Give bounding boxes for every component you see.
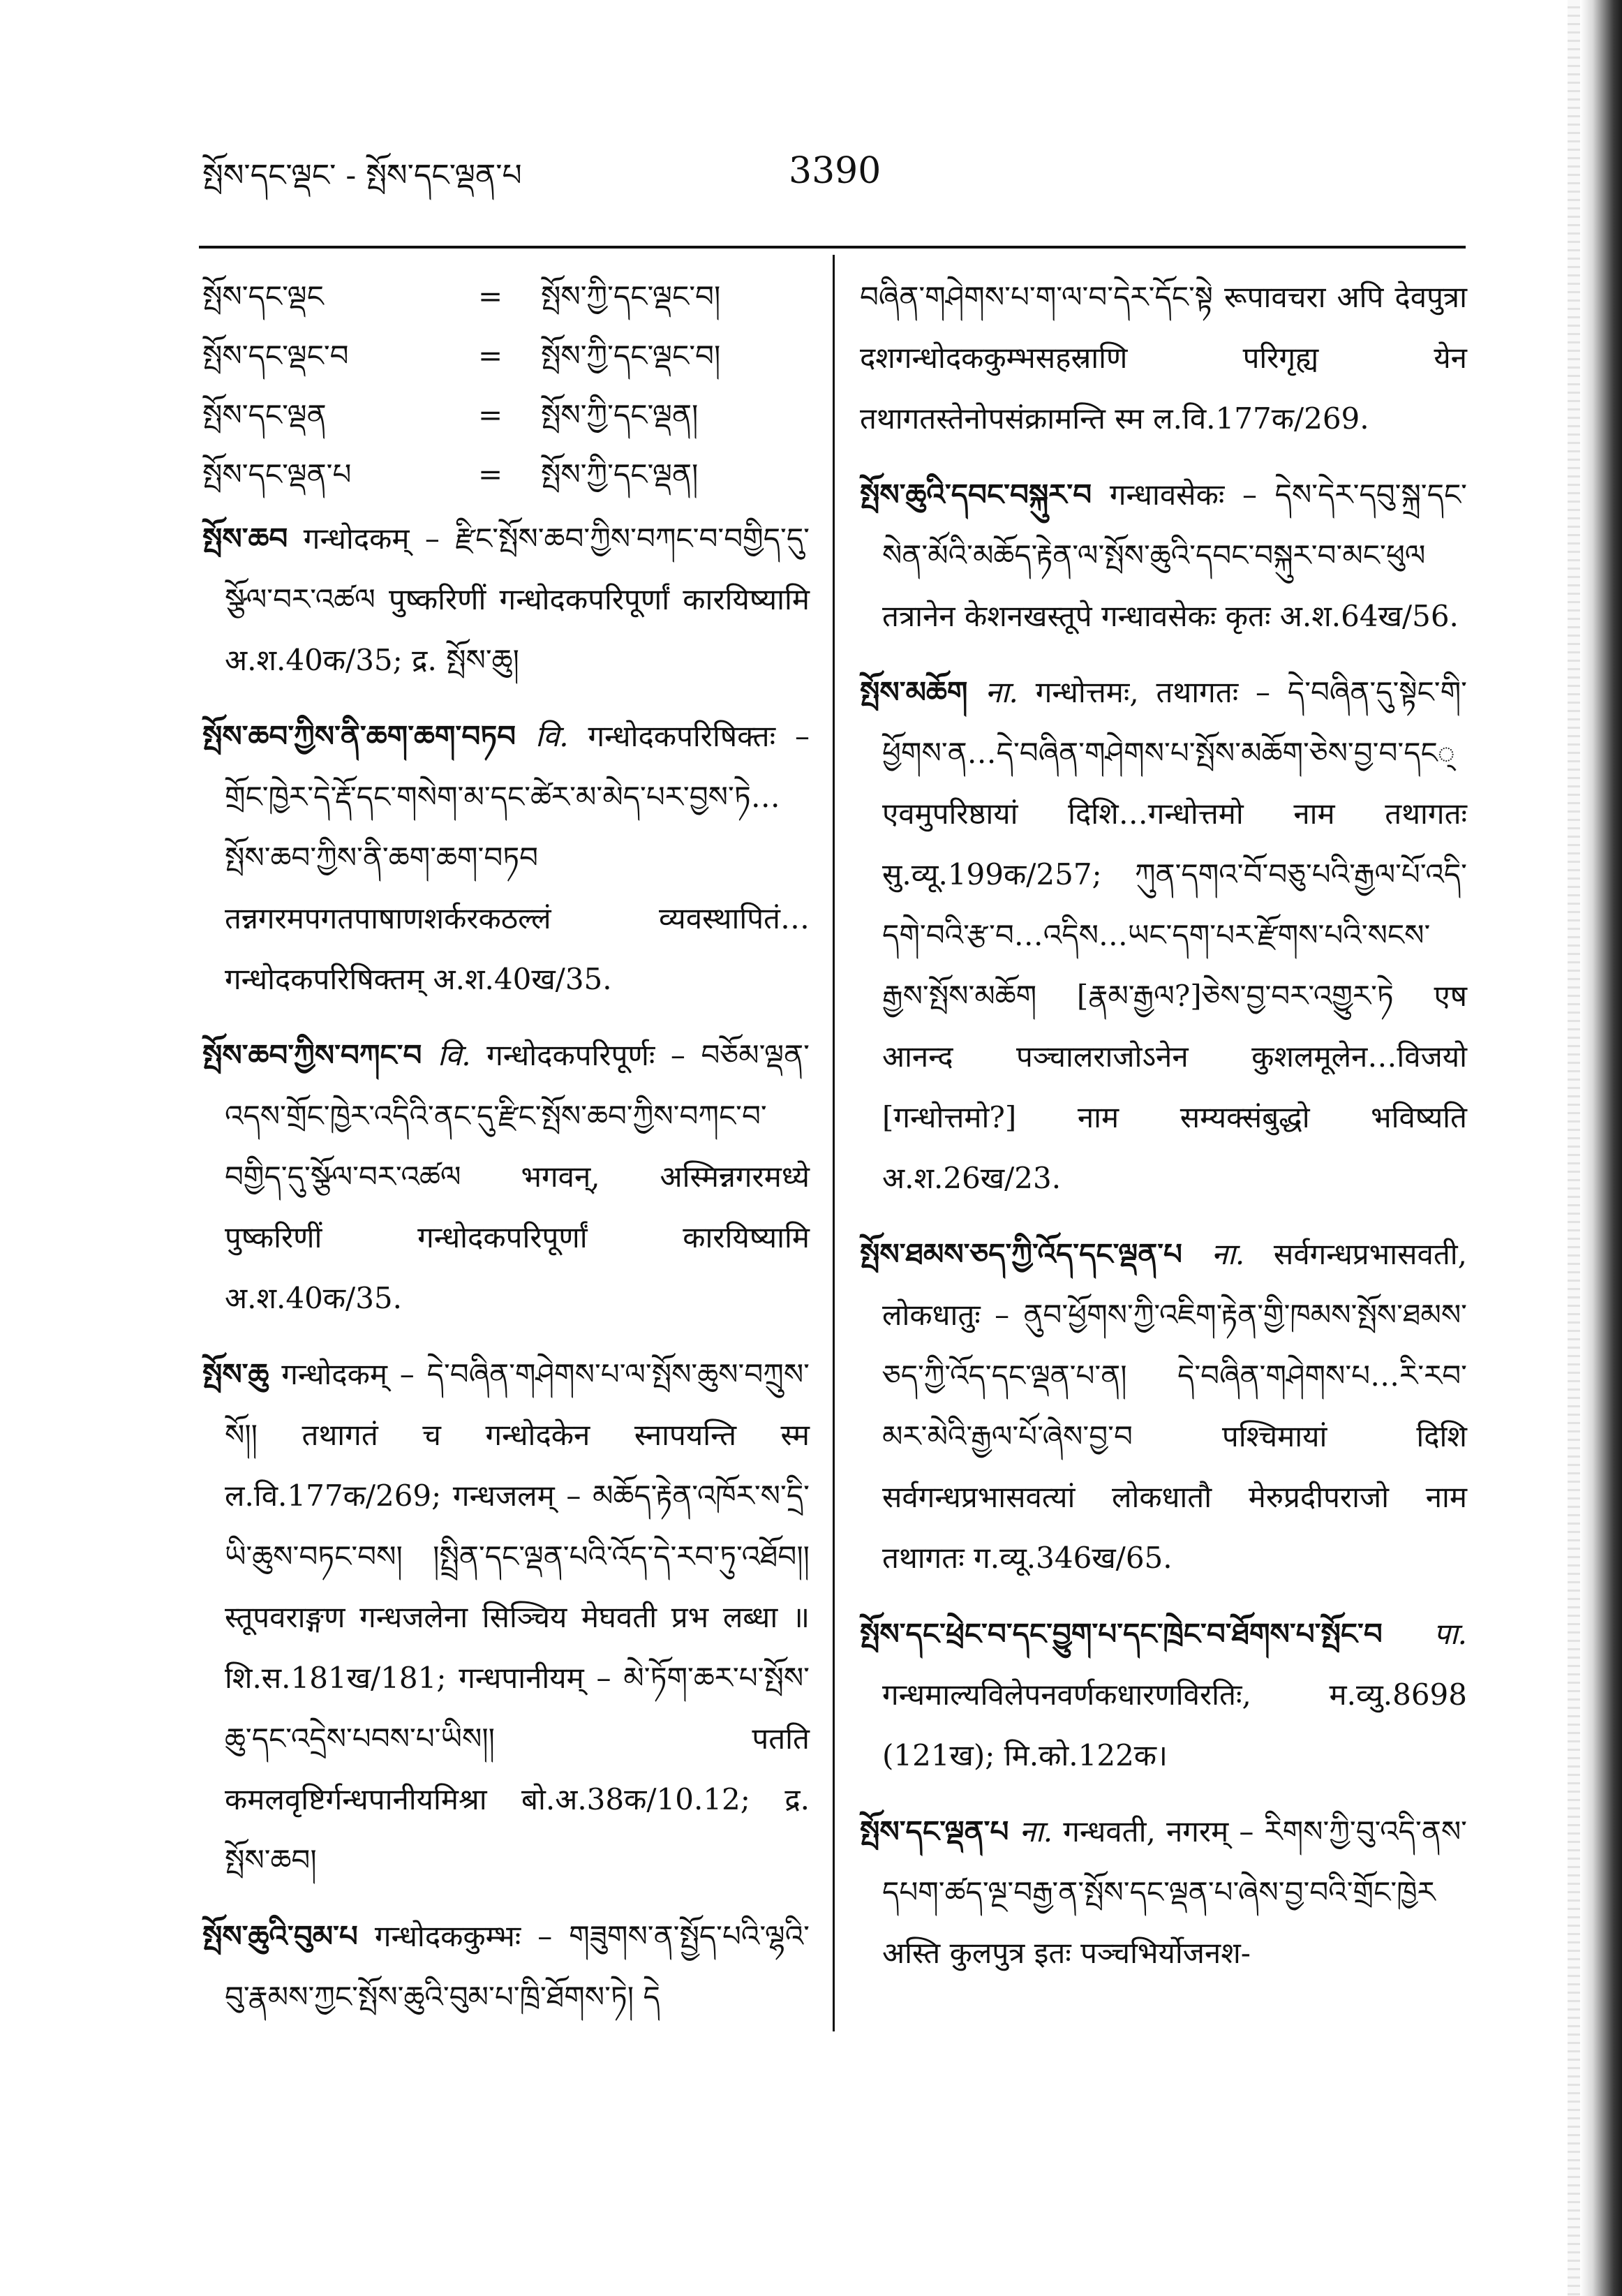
- xref-row: [202, 385, 810, 445]
- dictionary-entry: [202, 706, 810, 1009]
- column-divider: [833, 255, 835, 2031]
- scan-shadow: [1568, 0, 1580, 2296]
- xref-row: [202, 445, 810, 504]
- definition: गन्धोदकम् – དེ་བཞིན་གཤེགས་པ་ལ་སྤོས་ཆུས་བཀྲུས་སོ།། तथागतं च गन्धोदकेन स्नापयन्ति स्म ल.वि.177क/269; गन्धजलम् – མཆོད་རྟེན་འཁོར་ས་དྲི་ཡི་ཆུས་བཏང་བས། །སྤྲིན་དང་ལྡན་པའི་འོད་དེ་རབ་ཏུ་འཐོབ།། स्तूपवराङ्गण गन्धजलेना सिञ्चिय मेघवती प्रभ लब्धा ॥ शि.स.181ख/181; गन्धपानीयम् – མེ་ཏོག་ཆར་པ་སྤོས་ཆུ་དང་འདྲེས་པབས་པ་ཡིས།། पतति कमलवृष्टिर्गन्धपानीयमिश्रा बो.अ.38क/10.12; द्र. སྤོས་ཆབ།: [225, 1357, 810, 1877]
- right-column: [860, 267, 1467, 1999]
- headword: སྤོས་ཆུའི་བུམ་པ: [202, 1919, 358, 1953]
- definition: गन्धोत्तमः, तथागतः – དེ་བཞིན་དུ་སྟེང་གི་ཕྱོགས་ན…དེ་བཞིན་གཤེགས་པ་སྤོས་མཆོག་ཅེས་བྱ་བ་དང् एवमुपरिष्ठायां दिशि…गन्धोत्तमो नाम तथागतः सु.व्यू.199क/257; ཀུན་དགའ་བོ་བཅུ་པའི་རྒྱལ་པོ་འདི་དགེ་བའི་རྩ་བ…འདིས…ཡང་དག་པར་རྫོགས་པའི་སངས་རྒྱས་སྤོས་མཆོག [རྣམ་རྒྱལ?]ཅེས་བྱ་བར་འགྱུར་ཏེ एष आनन्द पञ्चालराजोऽनेन कुशलमूलेन…विजयो [गन्धोत्तमो?] नाम सम्यक्संबुद्धो भविष्यति अ.श.26ख/23.: [882, 675, 1468, 1195]
- xref-target: སྤོས་ཀྱི་དང་ལྡན།: [541, 457, 699, 491]
- definition: गन्धावसेकः – དེས་དེར་དབུ་སྐྲ་དང་སེན་མོའི་མཆོད་རྟེན་ལ་སྤོས་ཆུའི་དབང་བསྐུར་བ་མང་ཕུལ तत्रानेन केशनखस्तूपे गन्धावसेकः कृतः अ.श.64ख/56.: [882, 477, 1467, 633]
- entry-continuation: བཞིན་གཤེགས་པ་ག་ལ་བ་དེར་དོང་སྟེ रूपावचरा अपि देवपुत्रा दशगन्धोदककुम्भसहस्राणि परिगृह्य येन तथागतस्तेनोपसंक्रामन्ति स्म ल.वि.177क/269.: [860, 280, 1467, 436]
- grammar-label: वि.: [437, 1038, 471, 1072]
- page-number: 3390: [789, 150, 881, 192]
- headword: སྤོས་ཆབ་ཀྱིས་ནི་ཆག་ཆག་བཏབ: [202, 719, 516, 753]
- xref-term: སྤོས་དང་ལྡང: [202, 279, 324, 313]
- headword: སྤོས་མཆོག: [860, 675, 968, 709]
- dictionary-entry: [202, 1344, 810, 1890]
- xref-term: སྤོས་དང་ལྡན་པ: [202, 457, 352, 491]
- xref-target: སྤོས་ཀྱི་དང་ལྡང་བ།: [541, 279, 721, 313]
- equals-sign: =: [478, 279, 503, 313]
- header-rule: [199, 246, 1466, 249]
- grammar-label: वि.: [535, 719, 569, 753]
- definition: गन्धोदककुम्भः – གཟུགས་ན་སྤྱོད་པའི་ལྷའི་བུ་རྣམས་ཀྱང་སྤོས་ཆུའི་བུམ་པ་ཁྲི་ཐོགས་ཏེ། དེ: [225, 1919, 810, 2014]
- definition: गन्धोदकपरिपूर्णः – བཅོམ་ལྡན་འདས་གྲོང་ཁྱེར་འདིའི་ནང་དུ་རྫིང་སྤོས་ཆབ་ཀྱིས་བཀང་བ་བགྱིད་དུ་སྩོལ་བར་འཚལ भगवन्, अस्मिन्नगरमध्ये पुष्करिणीं गन्धोदकपरिपूर्णां कारयिष्यामि अ.श.40क/35.: [225, 1038, 810, 1315]
- dictionary-entry: [202, 1025, 810, 1328]
- xref-target: སྤོས་ཀྱི་དང་ལྡང་བ།: [541, 339, 721, 373]
- dictionary-entry: [860, 1801, 1467, 1983]
- dictionary-entry: [860, 1604, 1467, 1786]
- headword: སྤོས་ཆབ་ཀྱིས་བཀང་བ: [202, 1038, 422, 1072]
- grammar-label: ना.: [1019, 1814, 1053, 1849]
- headword: སྤོས་དང་ལྡན་པ: [860, 1814, 1009, 1849]
- headword: སྤོས་ཆབ: [202, 521, 288, 556]
- running-head: སྤོས་དང་ལྡང་ - སྤོས་དང་ལྡན་པ: [202, 158, 522, 193]
- dictionary-entry: [860, 662, 1467, 1208]
- definition: गन्धोदकम् – རྫིང་སྤོས་ཆབ་ཀྱིས་བཀང་བ་བགྱིད་དུ་སྩོལ་བར་འཚལ पुष्करिणीं गन्धोदकपरिपूर्णां कारयिष्यामि अ.श.40क/35; द्र. སྤོས་ཆུ།: [225, 521, 810, 677]
- definition: सर्वगन्धप्रभासवती, लोकधातुः – ནུབ་ཕྱོགས་ཀྱི་འཇིག་རྟེན་གྱི་ཁམས་སྤོས་ཐམས་ཅད་ཀྱི་འོད་དང་ལྡན་པ་ན། དེ་བཞིན་གཤེགས་པ…རི་རབ་མར་མེའི་རྒྱལ་པོ་ཞེས་བྱ་བ पश्चिमायां दिशि सर्वगन्धप्रभासवत्यां लोकधातौ मेरुप्रदीपराजो नाम तथागतः ग.व्यू.346ख/65.: [882, 1237, 1467, 1575]
- xref-term: སྤོས་དང་ལྡང་བ: [202, 339, 349, 373]
- dictionary-entry: [860, 1224, 1467, 1588]
- equals-sign: =: [478, 339, 503, 373]
- definition: गन्धवती, नगरम् – རིགས་ཀྱི་བུ་འདི་ནས་དཔག་ཚད་ལྔ་བརྒྱ་ན་སྤོས་དང་ལྡན་པ་ཞེས་བྱ་བའི་གྲོང་ཁྱེར अस्ति कुलपुत्र इतः पञ्चभिर्योजनश-: [882, 1814, 1468, 1970]
- xref-row: [202, 267, 810, 326]
- headword: སྤོས་ཆུ: [202, 1357, 269, 1391]
- definition: गन्धमाल्यविलेपनवर्णकधारणविरतिः, म.व्यु.8698 (121ख); मि.को.122क।: [882, 1677, 1467, 1772]
- xref-row: [202, 326, 810, 385]
- equals-sign: =: [478, 398, 503, 432]
- xref-target: སྤོས་ཀྱི་དང་ལྡན།: [541, 398, 699, 432]
- grammar-label: ना.: [1211, 1237, 1245, 1271]
- dictionary-entry: [860, 464, 1467, 646]
- grammar-label: ना.: [985, 675, 1018, 709]
- equals-sign: =: [478, 457, 503, 491]
- xref-term: སྤོས་དང་ལྡན: [202, 398, 327, 432]
- grammar-label: पा.: [1433, 1617, 1467, 1651]
- headword: སྤོས་ཐམས་ཅད་ཀྱི་འོད་དང་ལྡན་པ: [860, 1237, 1182, 1271]
- dictionary-entry: [202, 1906, 810, 2027]
- definition: गन्धोदकपरिषिक्तः – གྲོང་ཁྱེར་དེ་རྡོ་དང་གསེག་མ་དང་ཚེར་མ་མེད་པར་བྱས་ཏེ…སྤོས་ཆབ་ཀྱིས་ནི་ཆག་ཆག་བཏབ तन्नगरमपगतपाषाणशर्करकठल्लं व्यवस्थापितं…गन्धोदकपरिषिक्तम् अ.श.40ख/35.: [225, 719, 810, 996]
- scan-edge: [1580, 0, 1622, 2296]
- left-column: [202, 267, 810, 2043]
- dictionary-entry: [202, 508, 810, 690]
- headword: སྤོས་ཆུའི་དབང་བསྐུར་བ: [860, 477, 1092, 512]
- headword: སྤོས་དང་ཕྲེང་བ་དང་བྱུག་པ་དང་ཁྲེང་བ་ཐོགས་པ་སྤོང་བ: [860, 1617, 1383, 1651]
